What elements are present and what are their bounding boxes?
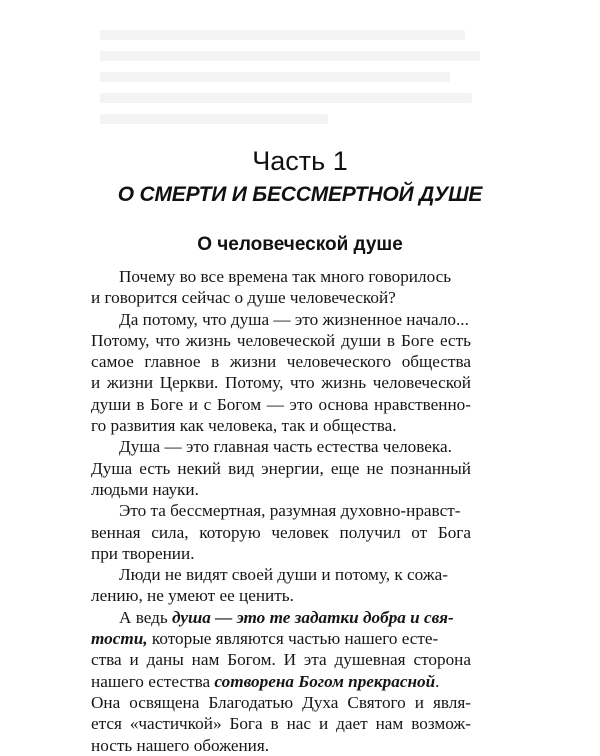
text-span: .	[435, 671, 440, 691]
text-line: и жизни Церкви. Потому, что жизнь человеческой	[91, 373, 471, 393]
text-line	[91, 628, 471, 649]
text-line: Это та бессмертная, разумная духовно-нравст-	[119, 501, 461, 521]
text-line: ется «частичкой» Бога в нас и дает нам возмож-	[91, 714, 471, 734]
body-text	[91, 266, 471, 756]
text-line	[91, 607, 471, 628]
text-line: го развития как человека, так и общества.	[91, 416, 397, 436]
text-line: Душа — это главная часть естества человека.	[119, 437, 452, 457]
text-line: людьми науки.	[91, 479, 199, 499]
text-line: ства и даны нам Богом. И эта душевная сторона	[91, 650, 471, 670]
text-line: лению, не умеют ее ценить.	[91, 586, 294, 606]
text-line: души в Боге и с Богом — это основа нравственно-	[91, 394, 471, 414]
emphasis: тости,	[91, 629, 148, 649]
text-span: которые являются частью нашего есте-	[147, 629, 439, 649]
emphasis: сотворена Богом прекрасной	[214, 671, 436, 691]
text-line: Да потому, что душа — это жизненное начало...	[119, 309, 469, 329]
part-number: Часть 1	[252, 146, 348, 176]
bleed-through-text	[100, 30, 480, 148]
part-title: О СМЕРТИ И БЕССМЕРТНОЙ ДУШЕ	[117, 183, 483, 206]
text-line: при творении.	[91, 543, 195, 563]
text-line: венная сила, которую человек получил от Бога	[91, 522, 471, 542]
text-line: ность нашего обожения.	[91, 735, 270, 755]
text-line: Почему во все времена так много говорилось	[119, 267, 452, 286]
text-line: Люди не видят своей души и потому, к сожа-	[119, 565, 449, 585]
text-line	[91, 671, 471, 692]
text-span: А ведь	[119, 607, 173, 627]
text-line: самое главное в жизни человеческого общества	[91, 352, 471, 372]
emphasis: душа — это те задатки добра и свя-	[172, 607, 454, 627]
section-title: О человеческой душе	[197, 234, 403, 255]
text-span: нашего естества	[91, 671, 215, 691]
text-line: Потому, что жизнь человеческой души в Боге есть	[91, 330, 471, 350]
text-line: Она освящена Благодатью Духа Святого и явля-	[91, 692, 471, 712]
text-line: и говорится сейчас о душе человеческой?	[91, 288, 396, 308]
text-line: Душа есть некий вид энергии, еще не познанный	[91, 458, 471, 478]
